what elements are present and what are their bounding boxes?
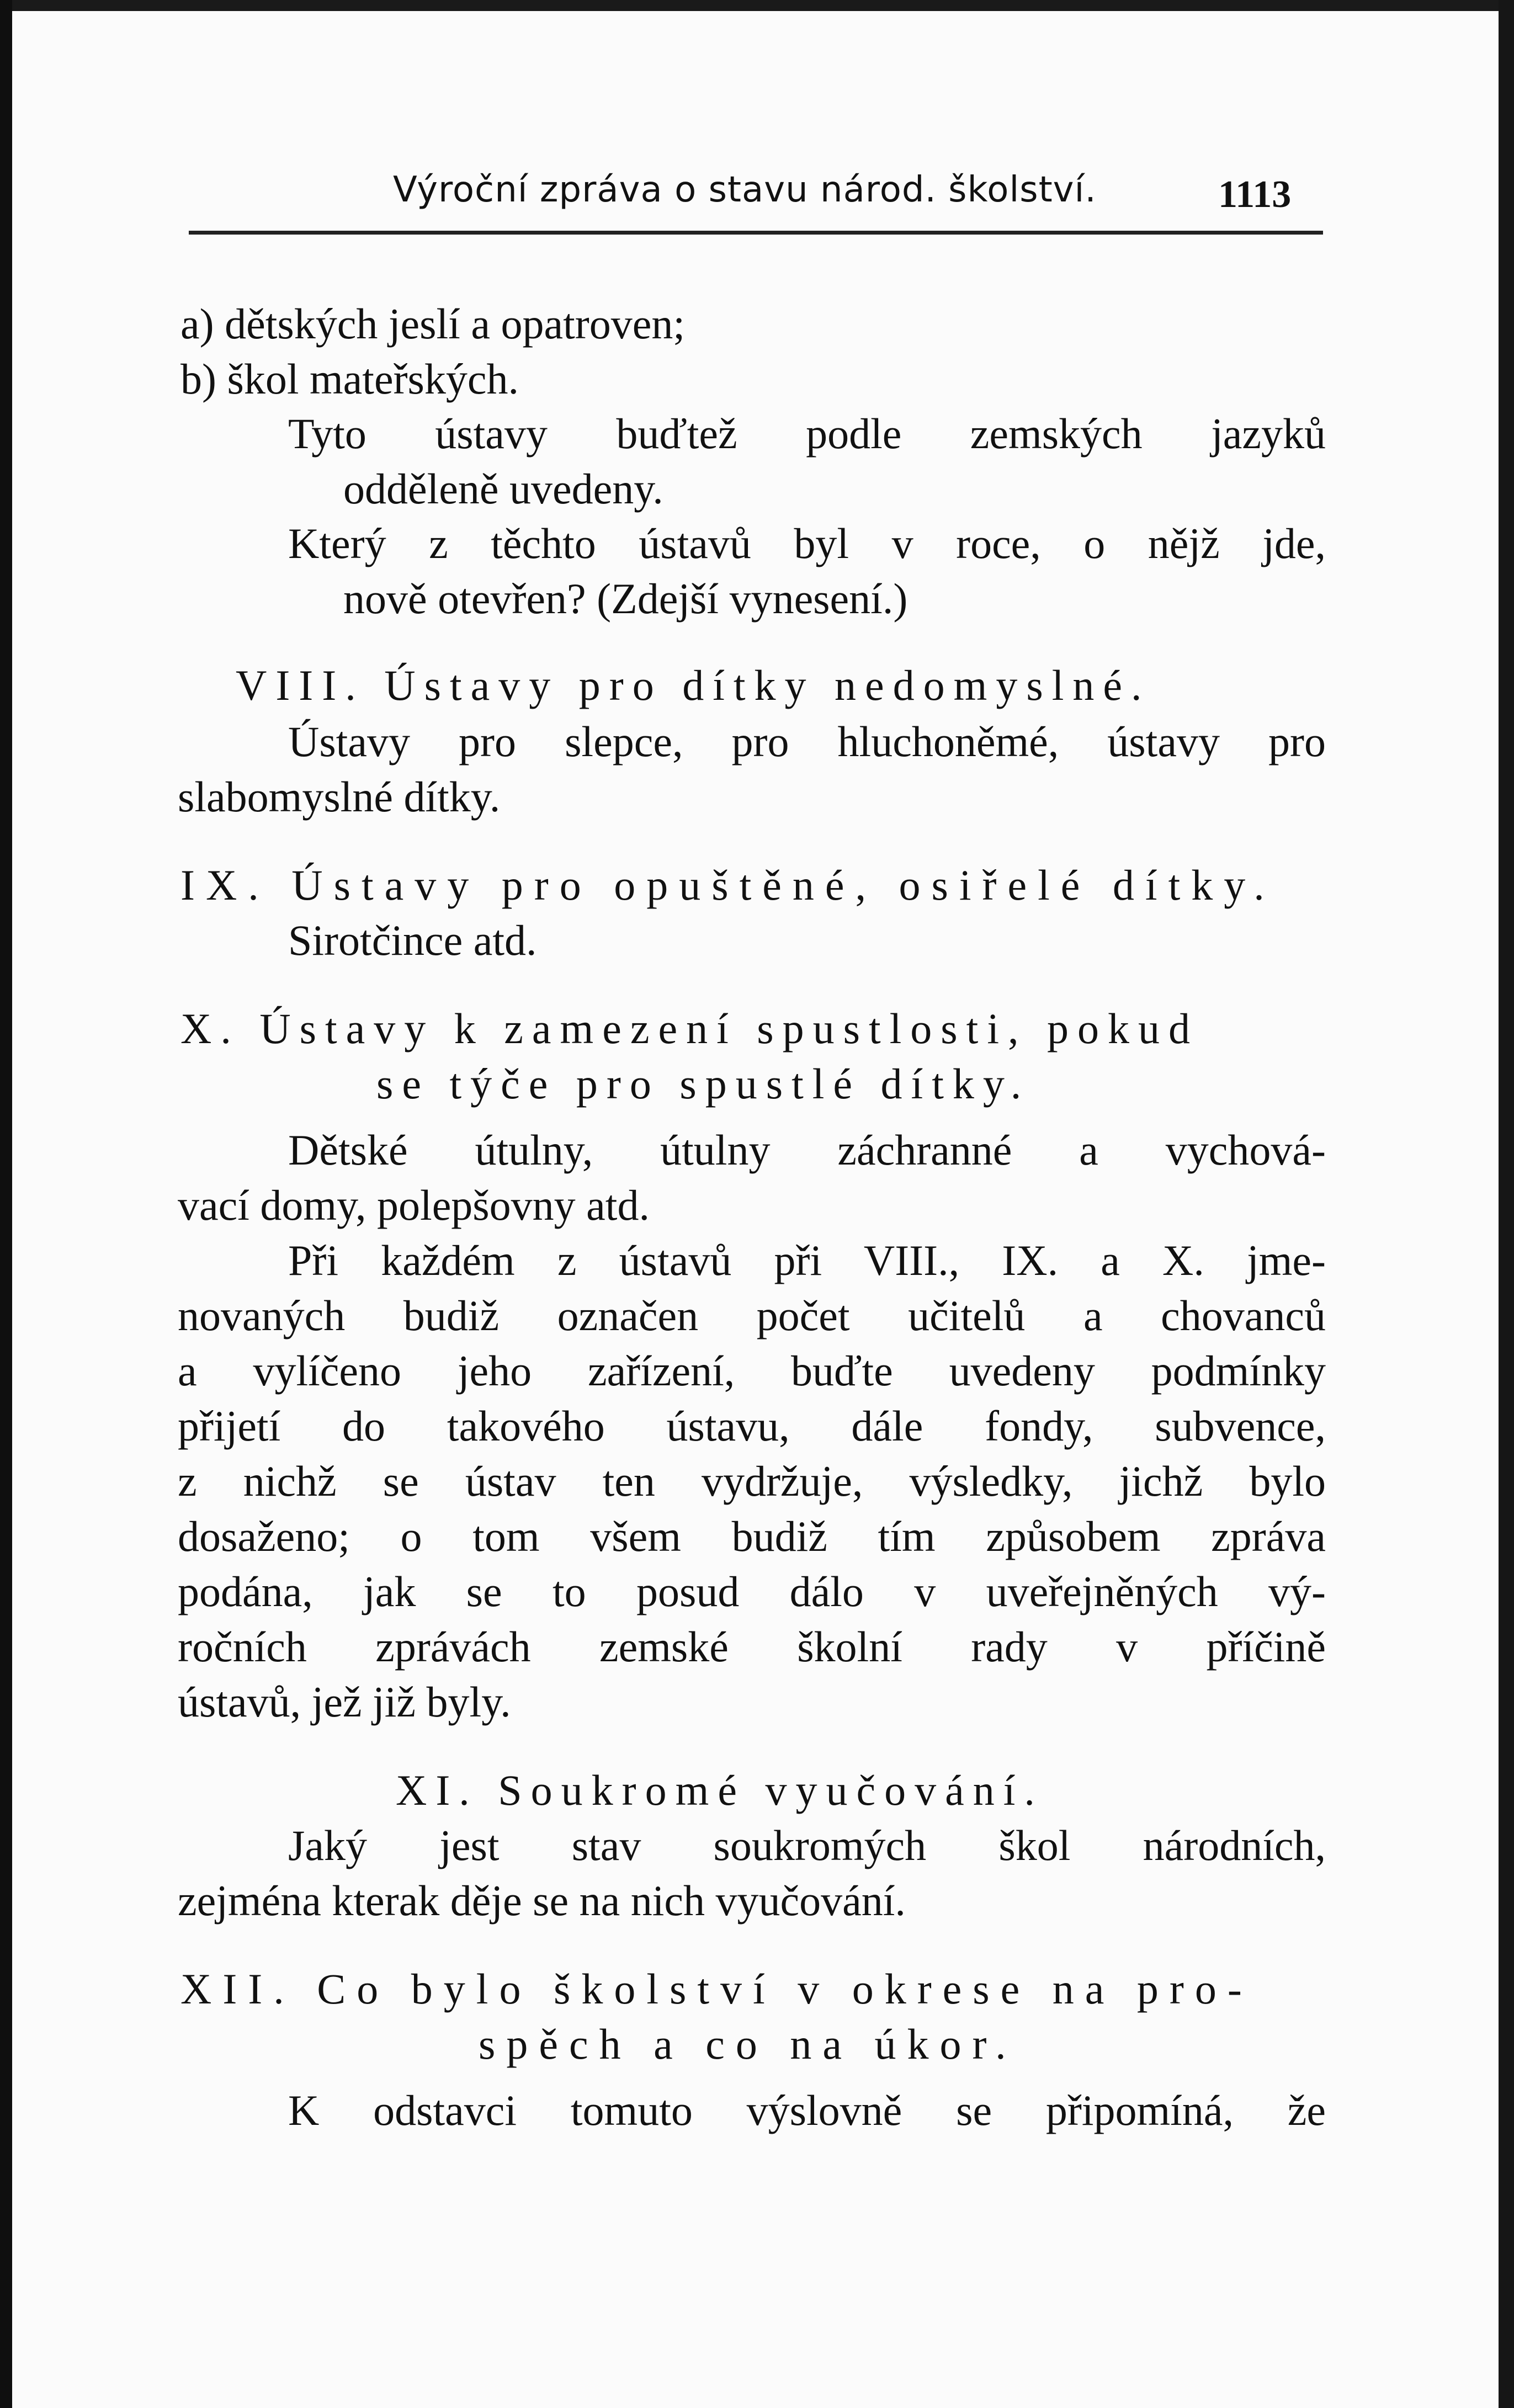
- text-line: slabomyslné dítky.: [178, 773, 501, 821]
- text-line: podána, jak se to posud dálo v uveřejněných vý-: [178, 1567, 1326, 1615]
- section-heading-x: X. Ústavy k zamezení spustlosti, pokud: [180, 1004, 1199, 1052]
- text-line: odděleně uvedeny.: [343, 465, 663, 513]
- text-line: Jaký jest stav soukromých škol národních,: [288, 1821, 1326, 1869]
- scan-border-top: [0, 0, 1514, 11]
- text-line: Ústavy pro slepce, pro hluchoněmé, ústavy pro: [288, 717, 1326, 766]
- scan-border-left: [0, 0, 12, 2408]
- text-line: Dětské útulny, útulny záchranné a vychová-: [288, 1126, 1326, 1174]
- text-line: K odstavci tomuto výslovně se připomíná, že: [288, 2086, 1326, 2134]
- section-heading-x-cont: se týče pro spustlé dítky.: [376, 1060, 1030, 1108]
- text-line: Tyto ústavy buďtež podle zemských jazyků: [288, 410, 1326, 458]
- running-title: Výroční zpráva o stavu národ. školství.: [393, 169, 1097, 210]
- text-line: ústavů, jež již byly.: [178, 1678, 511, 1726]
- header-rule: [189, 231, 1323, 235]
- section-heading-xii: XII. Co bylo školství v okrese na pro-: [180, 1965, 1253, 2013]
- text-line: přijetí do takového ústavu, dále fondy, subvence,: [178, 1402, 1326, 1450]
- text-line: zejména kterak děje se na nich vyučování.: [178, 1877, 906, 1925]
- scan-border-right: [1499, 0, 1514, 2408]
- list-item-a: a) dětských jeslí a opatroven;: [180, 300, 686, 348]
- list-item-b: b) škol mateřských.: [180, 355, 519, 403]
- text-line: dosaženo; o tom všem budiž tím způsobem zpráva: [178, 1512, 1326, 1560]
- section-heading-viii: VIII. Ústavy pro dítky nedomyslné.: [236, 661, 1151, 709]
- text-line: ročních zprávách zemské školní rady v příčině: [178, 1623, 1326, 1671]
- text-line: nově otevřen? (Zdejší vynesení.): [343, 575, 908, 623]
- text-line: vací domy, polepšovny atd.: [178, 1181, 650, 1229]
- text-line: novaných budiž označen počet učitelů a chovanců: [178, 1291, 1326, 1339]
- book-page: [12, 11, 1499, 2408]
- page-number: 1113: [1218, 173, 1292, 216]
- text-line: Při každém z ústavů při VIII., IX. a X. jme-: [288, 1236, 1326, 1284]
- text-line: z nichž se ústav ten vydržuje, výsledky, jichž bylo: [178, 1457, 1326, 1505]
- section-heading-ix: IX. Ústavy pro opuštěné, osiřelé dítky.: [180, 861, 1276, 909]
- section-heading-xii-cont: spěch a co na úkor.: [479, 2020, 1017, 2068]
- text-line: a vylíčeno jeho zařízení, buďte uvedeny podmínky: [178, 1347, 1326, 1395]
- text-line: Sirotčince atd.: [288, 916, 537, 964]
- section-heading-xi: XI. Soukromé vyučování.: [396, 1766, 1044, 1814]
- text-line: Který z těchto ústavů byl v roce, o nějž jde,: [288, 519, 1326, 567]
